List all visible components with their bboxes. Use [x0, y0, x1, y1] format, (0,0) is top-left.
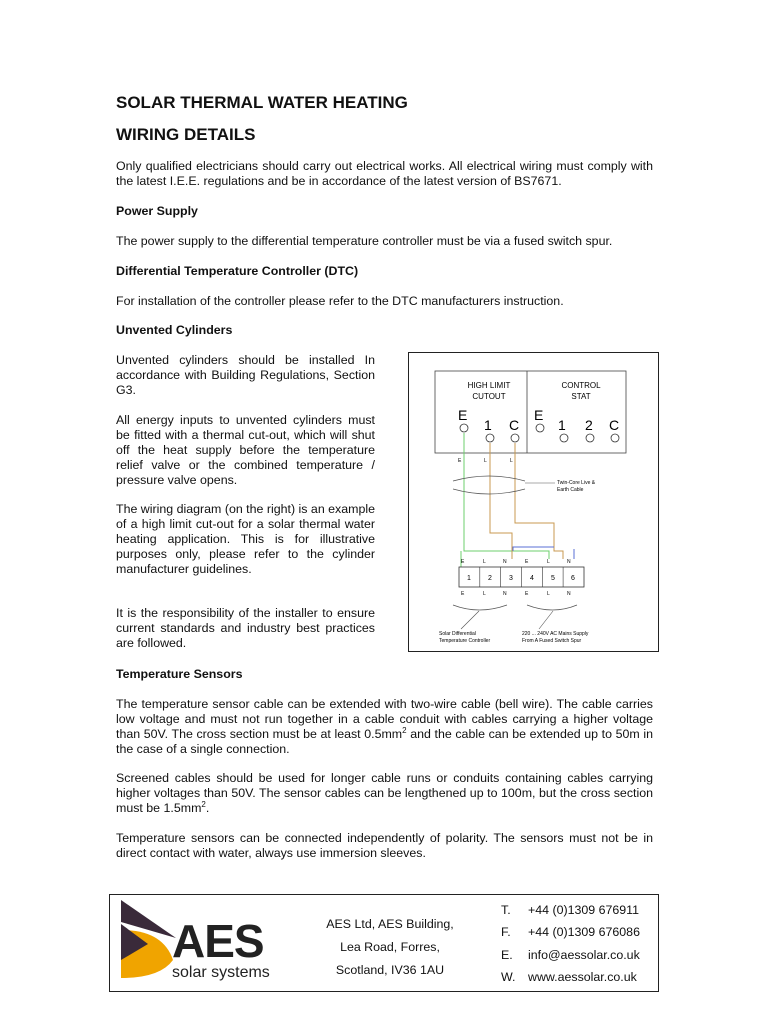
contact-key-email: E. — [501, 948, 513, 962]
block-number: 4 — [530, 575, 534, 582]
sensors-paragraph-2: Screened cables should be used for longer cable runs or conduits containing cables carrying higher voltages than 50V. The sensor cables can be lengthened up to 100m, but the cross section must be $1.5mm^2$. — [116, 771, 653, 815]
high-limit-label-2: CUTOUT — [472, 392, 506, 401]
address-line-2: Lea Road, Forres, — [340, 940, 440, 954]
contact-fax: +44 (0)1309 676086 — [528, 925, 640, 939]
cs-terminal-c: C — [609, 417, 620, 433]
block-top-label: E — [461, 559, 465, 565]
unvented-paragraph-4: It is the responsibility of the installer to ensure current standards and industry best practices are followed. — [116, 606, 375, 650]
logo-sub-text: solar systems — [172, 964, 270, 981]
control-stat-label-1: CONTROL — [561, 381, 601, 390]
logo-mark-icon — [118, 900, 178, 982]
dtc-text: For installation of the controller please refer to the DTC manufacturers instruction. — [116, 294, 564, 308]
address-line-1: AES Ltd, AES Building, — [326, 917, 454, 931]
contact-key-web: W. — [501, 970, 516, 984]
block-number: 3 — [509, 575, 513, 582]
block-bottom-label: L — [547, 591, 550, 597]
terminal-circle — [586, 434, 594, 442]
address-line-3: Scotland, IV36 1AU — [335, 963, 445, 977]
high-limit-label-1: HIGH LIMIT — [467, 381, 511, 390]
hl-terminal-e: E — [458, 407, 468, 423]
page-title: SOLAR THERMAL WATER HEATING — [116, 93, 408, 112]
switched-live-wire — [515, 443, 563, 559]
unvented-paragraph-1: Unvented cylinders should be installed In accordance with Building Regulations, Section G3. — [116, 353, 375, 397]
unvented-paragraph-2: All energy inputs to unvented cylinders must be fitted with a thermal cut-out, which will shut off the heat supply before the temperature relief valve or the combined temperature / pressure valve opens. — [116, 413, 375, 487]
contact-phone: +44 (0)1309 676911 — [528, 903, 640, 917]
block-top-label: L — [547, 559, 550, 565]
block-top-label: L — [483, 559, 486, 565]
block-number: 2 — [488, 575, 492, 582]
block-number: 1 — [467, 575, 471, 582]
mains-label-2: From A Fused Switch Spur — [522, 638, 582, 644]
terminal-circle — [486, 434, 494, 442]
terminal-circle — [511, 434, 519, 442]
block-bottom-label: L — [483, 591, 486, 597]
unvented-paragraph-3: The wiring diagram (on the right) is an example of a high limit cut-out for a solar thermal water heating application. This is for illustrative purposes only, please refer to the cylinder manufacturer guidelines. — [116, 502, 375, 576]
block-bottom-label: N — [503, 591, 507, 597]
company-logo — [118, 900, 298, 985]
terminal-circle — [560, 434, 568, 442]
controller-label-1: Solar Differential — [439, 631, 476, 637]
block-top-label: N — [567, 559, 571, 565]
mains-sleeve — [527, 605, 577, 610]
mains-leader — [539, 611, 553, 629]
block-bottom-label: N — [567, 591, 571, 597]
controller-leader — [461, 611, 479, 629]
contact-email[interactable]: info@aessolar.co.uk — [528, 948, 640, 962]
cs-terminal-1: 1 — [558, 417, 566, 433]
block-number: 5 — [551, 575, 555, 582]
terminal-circle — [611, 434, 619, 442]
control-stat-label-2: STAT — [571, 392, 591, 401]
contact-key-fax: F. — [501, 925, 511, 939]
twin-core-label-2: Earth Cable — [557, 487, 584, 493]
power-supply-heading: Power Supply — [116, 204, 198, 218]
terminal-circle — [460, 424, 468, 432]
intro-paragraph: Only qualified electricians should carry out electrical works. All electrical wiring must comply with the latest I.E.E. regulations and be in accordance of the latest version of BS7671. — [116, 159, 653, 188]
block-bottom-label: E — [461, 591, 465, 597]
live-wire — [490, 443, 512, 559]
block-number: 6 — [571, 575, 575, 582]
sensors-paragraph-1: The temperature sensor cable can be extended with two-wire cable (bell wire). The cable carries low voltage and must not run together in a cable conduit with cables carrying a higher voltage than 50V. The cross section must be at least $0.5mm^2$ and the cable can be extended up to 50m in the case of a single connection. — [116, 697, 653, 756]
hl-terminal-1: 1 — [484, 417, 492, 433]
twin-core-label-1: Twin-Core Live & — [557, 480, 596, 486]
hl-terminal-c: C — [509, 417, 520, 433]
mains-label-1: 220 ... 240V AC Mains Supply — [522, 631, 589, 637]
block-top-label: E — [525, 559, 529, 565]
cs-terminal-e: E — [534, 407, 544, 423]
sensors-paragraph-3: Temperature sensors can be connected independently of polarity. The sensors must not be in direct contact with water, always use immersion sleeves. — [116, 831, 653, 860]
controller-sleeve — [453, 605, 507, 610]
block-top-label: N — [503, 559, 507, 565]
logo-main-text: AES — [172, 915, 264, 967]
wire-label-l: L — [484, 458, 487, 464]
contact-website[interactable]: www.aessolar.co.uk — [528, 970, 637, 984]
contact-key-phone: T. — [501, 903, 511, 917]
wiring-diagram — [408, 352, 659, 652]
wire-label-e: E — [458, 458, 462, 464]
cs-terminal-2: 2 — [585, 417, 593, 433]
neutral-wire — [513, 547, 554, 551]
footer — [109, 894, 659, 992]
page-subtitle: WIRING DETAILS — [116, 125, 256, 144]
power-supply-text: The power supply to the differential temperature controller must be via a fused switch spur. — [116, 234, 613, 248]
controller-label-2: Temperature Controller — [439, 638, 491, 644]
sensors-heading: Temperature Sensors — [116, 667, 243, 681]
unvented-heading: Unvented Cylinders — [116, 323, 233, 337]
terminal-circle — [536, 424, 544, 432]
block-bottom-label: E — [525, 591, 529, 597]
wire-label-l2: L — [510, 458, 513, 464]
earth-wire — [464, 433, 549, 559]
dtc-heading: Differential Temperature Controller (DTC) — [116, 264, 359, 278]
